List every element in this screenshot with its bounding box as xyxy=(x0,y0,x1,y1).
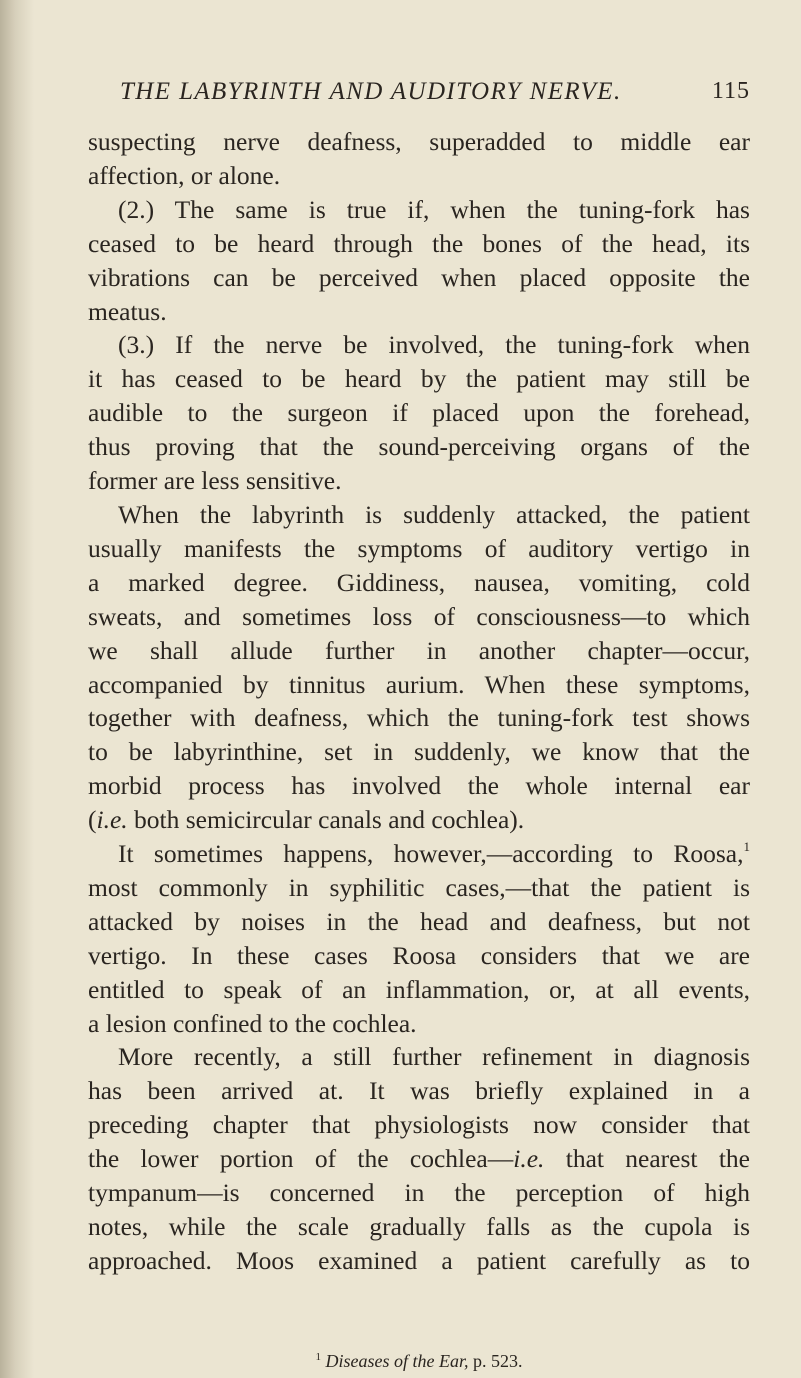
text-line: (3.) If the nerve be involved, the tuning-fork when xyxy=(118,330,750,360)
text-line: together with deafness, which the tuning-fork test shows xyxy=(88,703,750,733)
text-line: most commonly in syphilitic cases,—that the patient is xyxy=(88,872,750,902)
text-line: suspecting nerve deafness, superadded to middle ear xyxy=(88,127,750,156)
book-page xyxy=(34,0,801,1378)
text-line: morbid process has involved the whole internal ear xyxy=(88,771,750,801)
text-line: usually manifests the symptoms of auditory vertigo in xyxy=(88,533,750,563)
text-line xyxy=(88,803,750,837)
text-span: both semicircular canals and cochlea). xyxy=(127,805,525,835)
text-line: attacked by noises in the head and deafness, but not xyxy=(88,906,750,936)
footnote-title: Diseases of the Ear, xyxy=(325,1351,469,1371)
text-line: sweats, and sometimes loss of consciousness—to which xyxy=(88,601,750,631)
text-span: that nearest the xyxy=(544,1144,750,1174)
text-span: ( xyxy=(88,805,97,835)
footnote-ref: 1 xyxy=(743,839,750,855)
text-line: accompanied by tinnitus aurium. When these symptoms, xyxy=(88,669,750,699)
running-head xyxy=(88,78,750,110)
footnote-mark: 1 xyxy=(315,1351,321,1363)
text-line: vibrations can be perceived when placed opposite the xyxy=(88,262,750,292)
text-line: meatus. xyxy=(88,296,167,326)
body-text xyxy=(88,125,750,1278)
text-line xyxy=(88,837,750,871)
text-line: a lesion confined to the cochlea. xyxy=(88,1008,417,1038)
text-line: notes, while the scale gradually falls as the cupola is xyxy=(88,1212,750,1241)
text-line: thus proving that the sound-perceiving organs of the xyxy=(88,432,750,462)
text-line: approached. Moos examined a patient carefully as to xyxy=(88,1245,750,1275)
text-line: preceding chapter that physiologists now consider that xyxy=(88,1110,750,1140)
text-line: More recently, a still further refinement in diagnosis xyxy=(118,1042,750,1072)
footnote-ref-page: p. 523. xyxy=(473,1351,523,1371)
text-span: It sometimes happens, however,—according to Roosa, xyxy=(118,839,744,869)
text-line: former are less sensitive. xyxy=(88,466,342,496)
text-line: we shall allude further in another chapter—occur, xyxy=(88,635,750,665)
running-head-title: THE LABYRINTH AND AUDITORY NERVE. xyxy=(120,78,622,105)
book-spine-shadow xyxy=(0,0,34,1378)
text-line: audible to the surgeon if placed upon the forehead, xyxy=(88,398,750,428)
text-line: tympanum—is concerned in the perception of high xyxy=(88,1178,750,1208)
italic-abbreviation: i.e. xyxy=(513,1144,545,1174)
footnote xyxy=(88,1350,750,1372)
text-line: (2.) The same is true if, when the tuning-fork has xyxy=(118,194,750,224)
text-line: to be labyrinthine, set in suddenly, we know that the xyxy=(88,737,750,767)
italic-abbreviation: i.e. xyxy=(96,805,128,835)
text-line: entitled to speak of an inflammation, or, at all events, xyxy=(88,974,750,1004)
text-line xyxy=(88,1142,750,1176)
text-span: the lower portion of the cochlea— xyxy=(88,1144,514,1174)
text-line: a marked degree. Giddiness, nausea, vomiting, cold xyxy=(88,567,750,597)
text-line: affection, or alone. xyxy=(88,160,281,190)
text-line: it has ceased to be heard by the patient may still be xyxy=(88,364,750,394)
text-line: vertigo. In these cases Roosa considers that we are xyxy=(88,940,750,970)
text-line: ceased to be heard through the bones of the head, its xyxy=(88,228,750,258)
text-line: has been arrived at. It was briefly explained in a xyxy=(88,1076,750,1106)
page-number: 115 xyxy=(711,78,750,104)
text-line: When the labyrinth is suddenly attacked, the patient xyxy=(118,499,750,529)
